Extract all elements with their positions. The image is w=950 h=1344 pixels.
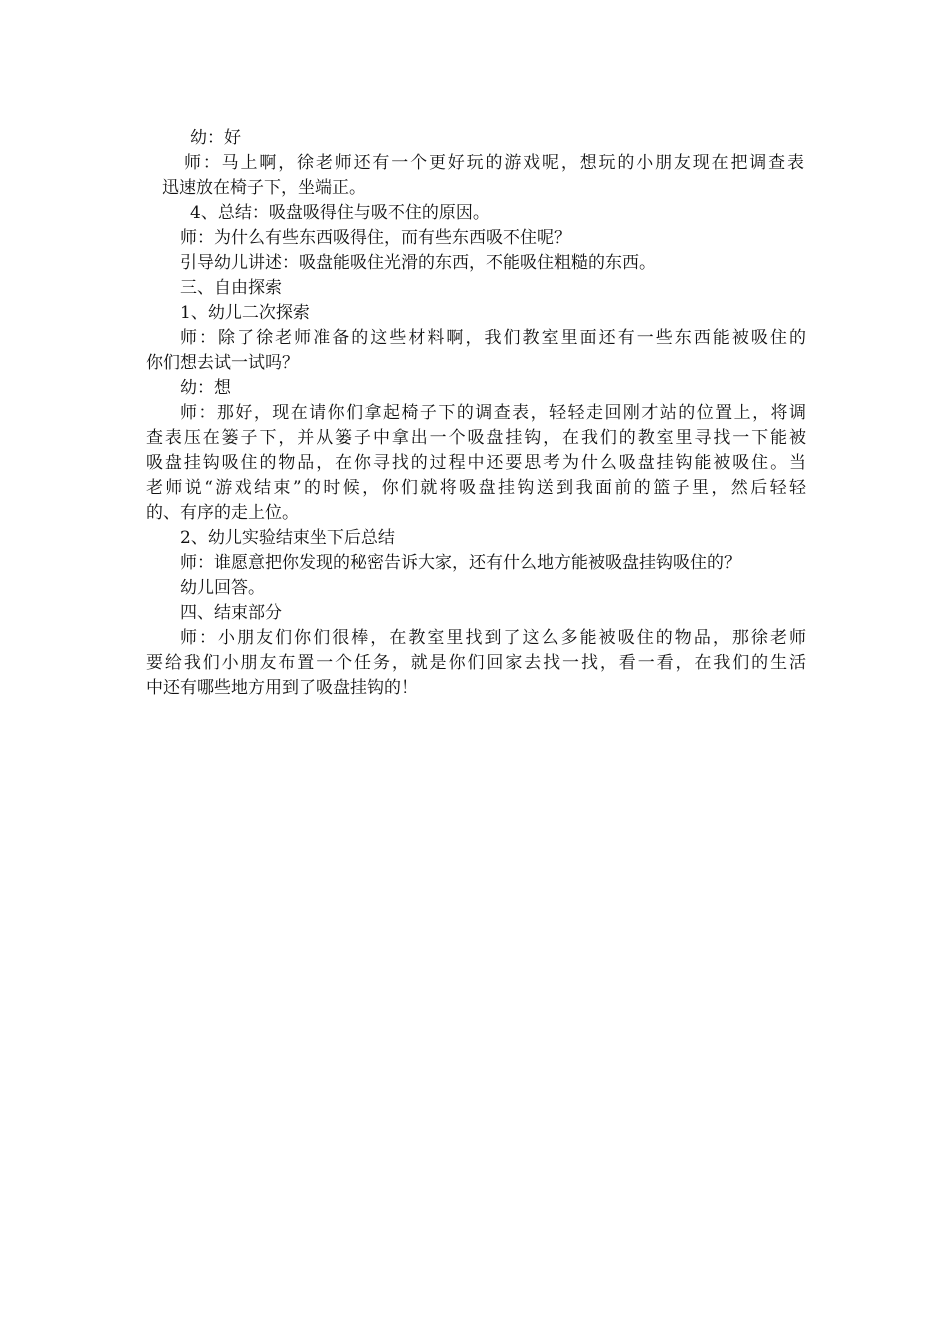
section-heading: 四、结束部分 [180,603,282,623]
text-line: 你们想去试一试吗？ [146,353,299,373]
section-heading: 1、幼儿二次探索 [180,303,310,323]
text-line: 查表压在篓子下，并从篓子中拿出一个吸盘挂钩，在我们的教室里寻找一下能被 [146,428,806,448]
text-line: 迅速放在椅子下，坐端正。 [162,178,366,198]
text-line: 引导幼儿讲述：吸盘能吸住光滑的东西，不能吸住粗糙的东西。 [180,253,656,273]
text-line: 要给我们小朋友布置一个任务，就是你们回家去找一找，看一看，在我们的生活 [146,653,806,673]
text-line: 师：谁愿意把你发现的秘密告诉大家，还有什么地方能被吸盘挂钩吸住的？ [180,553,741,573]
section-heading: 2、幼儿实验结束坐下后总结 [180,528,395,548]
text-line: 师：小朋友们你们很棒，在教室里找到了这么多能被吸住的物品，那徐老师 [180,628,806,648]
text-line: 中还有哪些地方用到了吸盘挂钩的！ [146,678,418,698]
text-line: 的、有序的走上位。 [146,503,299,523]
text-line: 师：马上啊，徐老师还有一个更好玩的游戏呢，想玩的小朋友现在把调查表 [184,153,804,173]
section-heading: 三、自由探索 [180,278,282,298]
text-line: 幼：想 [180,378,231,398]
text-line: 师：为什么有些东西吸得住，而有些东西吸不住呢？ [180,228,571,248]
text-line: 幼：好 [190,128,241,148]
text-line: 老师说“游戏结束”的时候，你们就将吸盘挂钩送到我面前的篮子里，然后轻轻 [146,478,806,498]
text-line: 师：那好，现在请你们拿起椅子下的调查表，轻轻走回刚才站的位置上，将调 [180,403,806,423]
section-heading: 4、总结：吸盘吸得住与吸不住的原因。 [190,203,490,223]
text-line: 师：除了徐老师准备的这些材料啊，我们教室里面还有一些东西能被吸住的 [180,328,806,348]
text-line: 幼儿回答。 [180,578,265,598]
text-line: 吸盘挂钩吸住的物品，在你寻找的过程中还要思考为什么吸盘挂钩能被吸住。当 [146,453,806,473]
